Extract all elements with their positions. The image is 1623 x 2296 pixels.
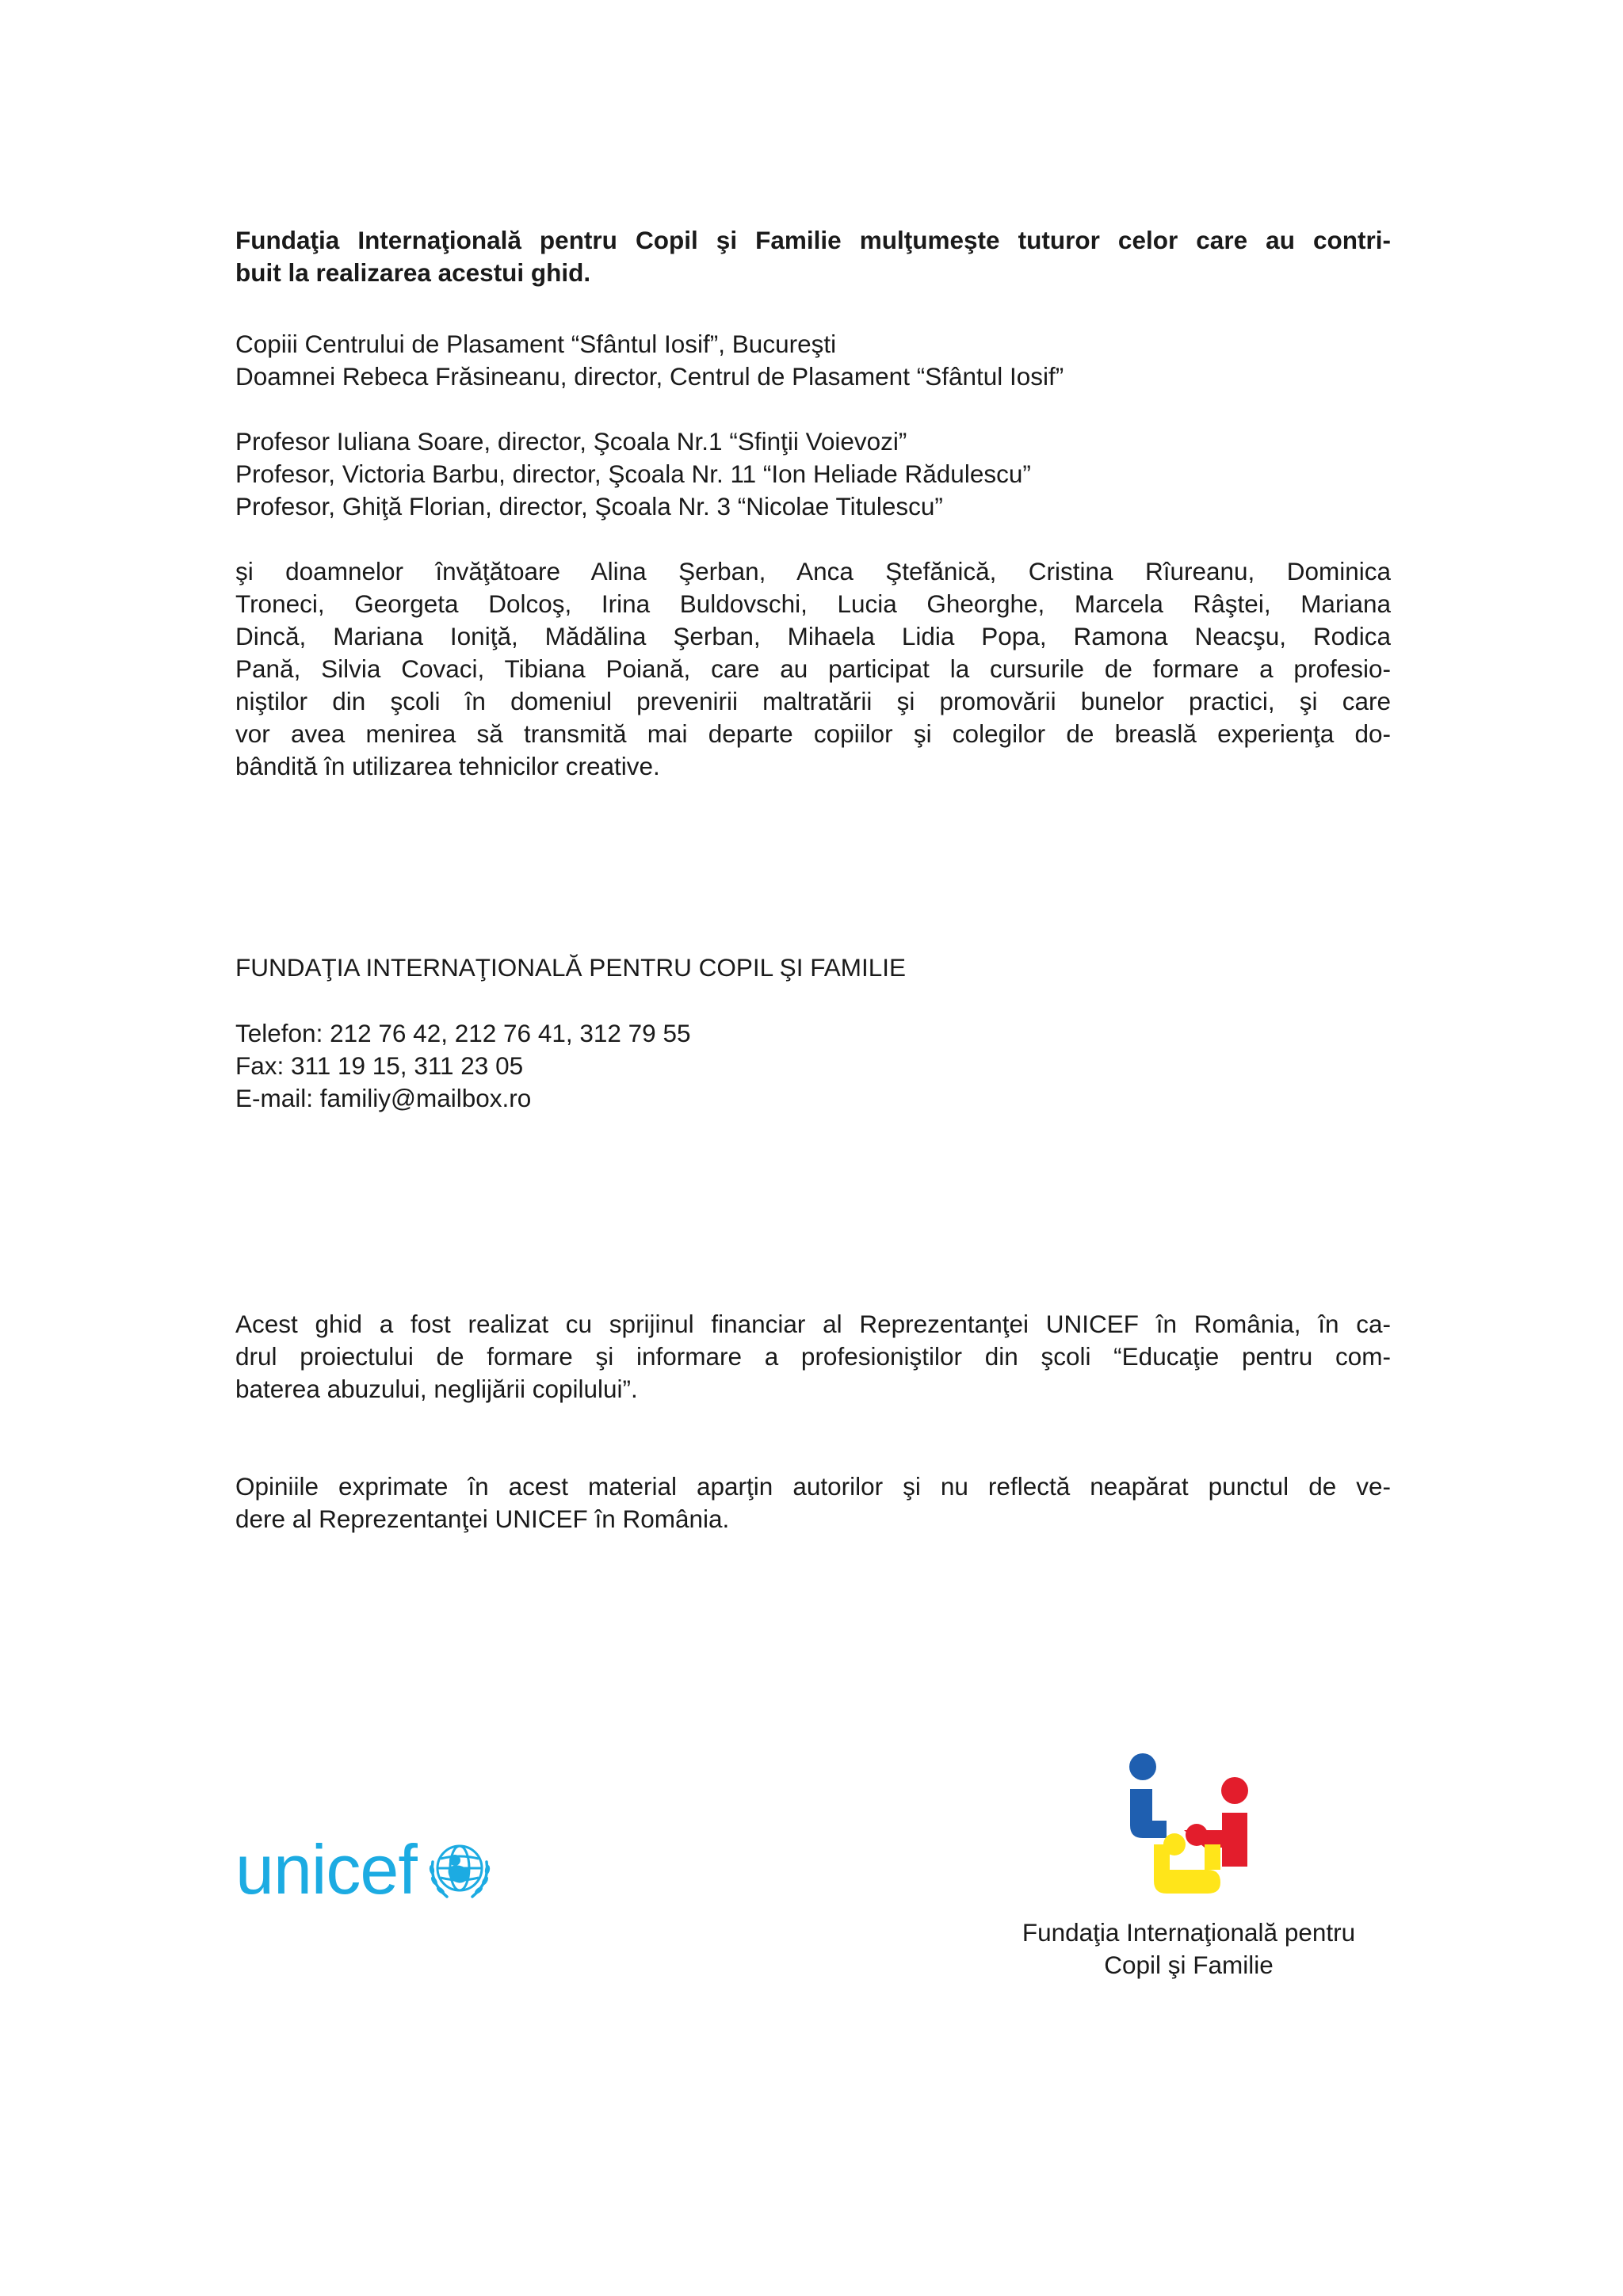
unicef-wordmark: unicef	[235, 1830, 417, 1909]
teachers-line-3: Dincă, Mariana Ioniţă, Mădălina Şerban, Mihaela Lidia Popa, Ramona Neacşu, Rodica	[235, 622, 1391, 650]
foundation-name	[235, 952, 1391, 984]
fundatia-caption-line-2: Copil şi Familie	[1104, 1951, 1274, 1979]
fax-text: Fax: 311 19 15, 311 23 05	[235, 1051, 524, 1080]
foundation-name-text: FUNDAŢIA INTERNAŢIONALĂ PENTRU COPIL ŞI FAMILIE	[235, 953, 906, 982]
unicef-emblem-icon	[420, 1830, 499, 1909]
phone-text: Telefon: 212 76 42, 212 76 41, 312 79 55	[235, 1019, 691, 1047]
disclaimer-line-2: dere al Reprezentanţei UNICEF în România.	[235, 1505, 730, 1533]
unicef-logo	[235, 1830, 499, 1909]
unicef-support-line-3: baterea abuzului, neglijării copilului”.	[235, 1375, 638, 1403]
unicef-support-paragraph	[235, 1308, 1391, 1405]
teachers-line-1: şi doamnelor învăţătoare Alina Şerban, Anca Ştefănică, Cristina Rîureanu, Dominica	[235, 557, 1391, 585]
teachers-paragraph	[235, 555, 1391, 783]
center-paragraph	[235, 328, 1391, 393]
schools-line-3: Profesor, Ghiţă Florian, director, Şcoala Nr. 3 “Nicolae Titulescu”	[235, 492, 943, 521]
email-text[interactable]: E-mail: familiy@mailbox.ro	[235, 1084, 532, 1112]
fundatia-logo-icon	[1125, 1751, 1252, 1901]
disclaimer-paragraph	[235, 1470, 1391, 1535]
disclaimer-line-1: Opiniile exprimate în acest material aparţin autorilor şi nu reflectă neapărat punctul de ve-	[235, 1472, 1391, 1501]
center-line-2: Doamnei Rebeca Frăsineanu, director, Centrul de Plasament “Sfântul Iosif”	[235, 362, 1064, 391]
fundatia-caption	[979, 1917, 1399, 1981]
center-line-1: Copiii Centrului de Plasament “Sfântul Iosif”, Bucureşti	[235, 330, 837, 358]
thanks-line-1: Fundaţia Internaţională pentru Copil şi Familie mulţumeşte tuturor celor care au contri-	[235, 226, 1391, 254]
schools-line-2: Profesor, Victoria Barbu, director, Şcoala Nr. 11 “Ion Heliade Rădulescu”	[235, 460, 1031, 488]
thanks-line-2: buit la realizarea acestui ghid.	[235, 258, 591, 287]
schools-paragraph	[235, 425, 1391, 523]
unicef-support-line-2: drul proiectului de formare şi informare a profesioniştilor din şcoli “Educaţie pentru com-	[235, 1342, 1391, 1371]
teachers-line-5: niştilor din şcoli în domeniul prevenirii maltratării şi promovării bunelor practici, şi care	[235, 687, 1391, 715]
fundatia-caption-line-1: Fundaţia Internaţională pentru	[1022, 1918, 1356, 1947]
teachers-line-7: bândită în utilizarea tehnicilor creative.	[235, 752, 660, 780]
contact-info	[235, 1017, 1391, 1115]
teachers-line-4: Pană, Silvia Covaci, Tibiana Poiană, care au participat la cursurile de formare a profesio-	[235, 654, 1391, 683]
teachers-line-2: Troneci, Georgeta Dolcoş, Irina Buldovschi, Lucia Gheorghe, Marcela Râştei, Mariana	[235, 589, 1391, 618]
schools-line-1: Profesor Iuliana Soare, director, Şcoala Nr.1 “Sfinţii Voievozi”	[235, 427, 907, 456]
unicef-support-line-1: Acest ghid a fost realizat cu sprijinul financiar al Reprezentanţei UNICEF în România, în ca-	[235, 1310, 1391, 1338]
thanks-paragraph	[235, 224, 1391, 289]
teachers-line-6: vor avea menirea să transmită mai departe copiilor şi colegilor de breaslă experienţa do-	[235, 719, 1391, 748]
